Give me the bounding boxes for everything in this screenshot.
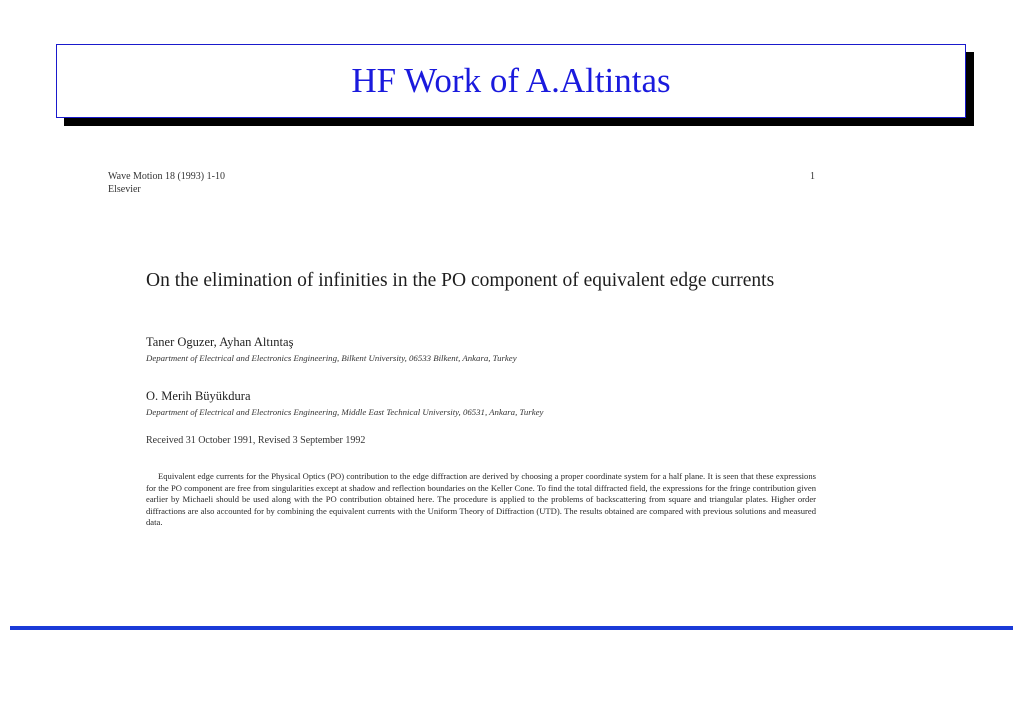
journal-citation: Wave Motion 18 (1993) 1-10 bbox=[108, 171, 225, 182]
slide-title: HF Work of A.Altintas bbox=[351, 61, 671, 100]
paper-scan bbox=[108, 165, 828, 575]
received-dates: Received 31 October 1991, Revised 3 September 1992 bbox=[146, 435, 366, 446]
bottom-rule bbox=[10, 626, 1013, 630]
authors-group-1: Taner Oguzer, Ayhan Altıntaş bbox=[146, 335, 294, 349]
affiliation-2: Department of Electrical and Electronics Engineering, Middle East Technical University, 06531, Ankara, Turkey bbox=[146, 407, 544, 417]
paper-title: On the elimination of infinities in the PO component of equivalent edge currents bbox=[146, 270, 775, 291]
authors-group-2: O. Merih Büyükdura bbox=[146, 389, 251, 403]
title-box bbox=[56, 44, 966, 118]
page-number: 1 bbox=[810, 171, 815, 182]
publisher: Elsevier bbox=[108, 184, 141, 195]
abstract: Equivalent edge currents for the Physical Optics (PO) contribution to the edge diffraction are derived by choosing a proper coordinate system for a half plane. It is seen that these expressions for the PO component are free from singularities except at shadow and reflection boundaries on the Keller Cone. To find the total diffracted field, the expressions for the fringe contribution given earlier by Michaeli should be used along with the PO contribution obtained here. The procedure is applied to the problems of backscattering from square and triangular plates. Higher order diffractions are also accounted for by combining the equivalent currents with the Uniform Theory of Diffraction (UTD). The results obtained are compared with previous solutions and measured data. bbox=[146, 471, 816, 528]
affiliation-1: Department of Electrical and Electronics Engineering, Bilkent University, 06533 Bilkent, Ankara, Turkey bbox=[146, 353, 517, 363]
